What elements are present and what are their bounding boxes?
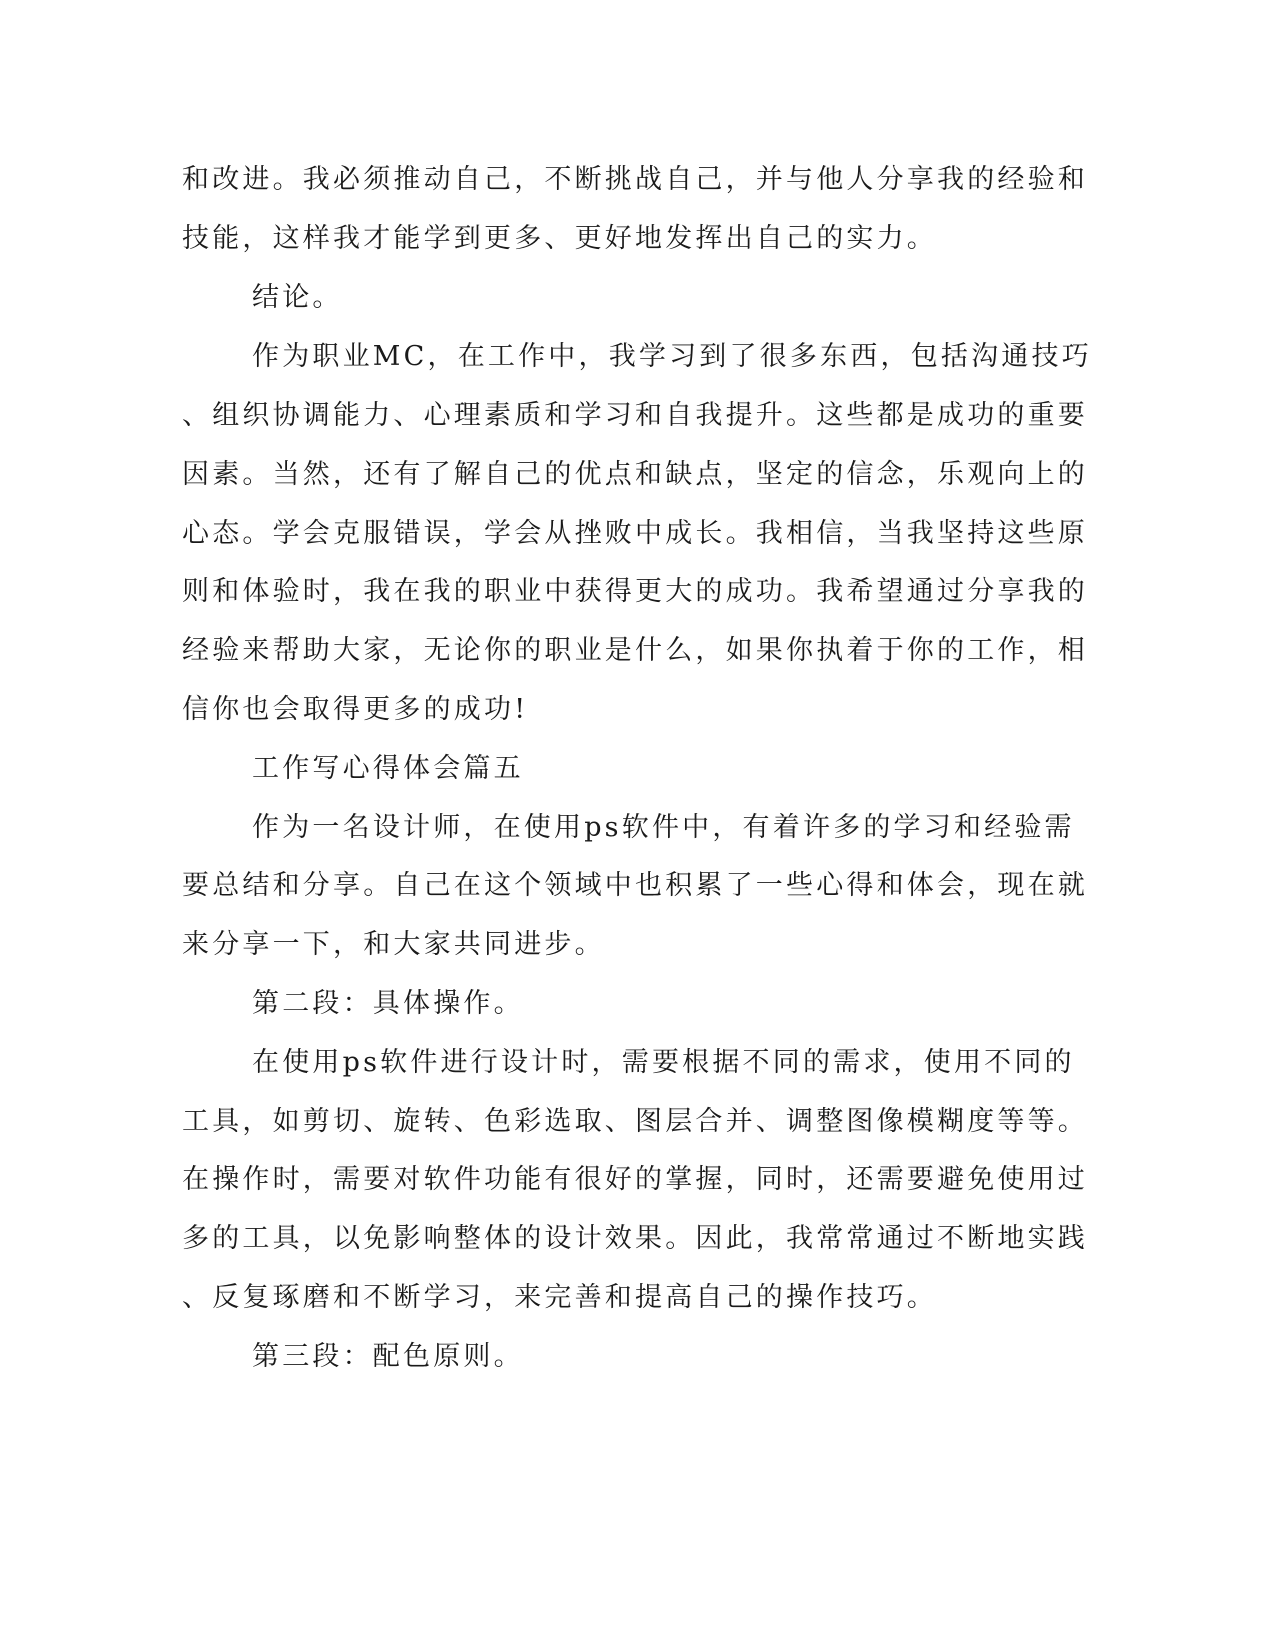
- section-heading: 第三段：配色原则。: [252, 1341, 524, 1372]
- text-line: 在操作时，需要对软件功能有很好的掌握，同时，还需要避免使用过: [182, 1164, 1088, 1195]
- section-heading: 结论。: [252, 282, 343, 313]
- text-line: 心态。学会克服错误，学会从挫败中成长。我相信，当我坚持这些原: [182, 518, 1088, 549]
- article-title: 工作写心得体会篇五: [252, 753, 524, 784]
- text-line: 信你也会取得更多的成功!: [182, 694, 529, 725]
- text-line: 技能，这样我才能学到更多、更好地发挥出自己的实力。: [182, 223, 937, 254]
- text-line: 、组织协调能力、心理素质和学习和自我提升。这些都是成功的重要: [182, 400, 1088, 431]
- text-line: 要总结和分享。自己在这个领域中也积累了一些心得和体会，现在就: [182, 870, 1088, 901]
- text-line: 因素。当然，还有了解自己的优点和缺点，坚定的信念，乐观向上的: [182, 459, 1088, 490]
- text-line: 工具，如剪切、旋转、色彩选取、图层合并、调整图像模糊度等等。: [182, 1106, 1088, 1137]
- section-heading: 第二段：具体操作。: [252, 988, 524, 1019]
- paragraph-start: 在使用ps软件进行设计时，需要根据不同的需求，使用不同的: [252, 1047, 1075, 1078]
- text-line: 经验来帮助大家，无论你的职业是什么，如果你执着于你的工作，相: [182, 635, 1088, 666]
- text-line: 、反复琢磨和不断学习，来完善和提高自己的操作技巧。: [182, 1282, 937, 1313]
- paragraph-start: 作为职业MC，在工作中，我学习到了很多东西，包括沟通技巧: [252, 341, 1092, 372]
- text-line: 多的工具，以免影响整体的设计效果。因此，我常常通过不断地实践: [182, 1223, 1088, 1254]
- text-line: 和改进。我必须推动自己，不断挑战自己，并与他人分享我的经验和: [182, 164, 1088, 195]
- text-line: 则和体验时，我在我的职业中获得更大的成功。我希望通过分享我的: [182, 576, 1088, 607]
- text-line: 来分享一下，和大家共同进步。: [182, 929, 605, 960]
- paragraph-start: 作为一名设计师，在使用ps软件中，有着许多的学习和经验需: [252, 812, 1075, 843]
